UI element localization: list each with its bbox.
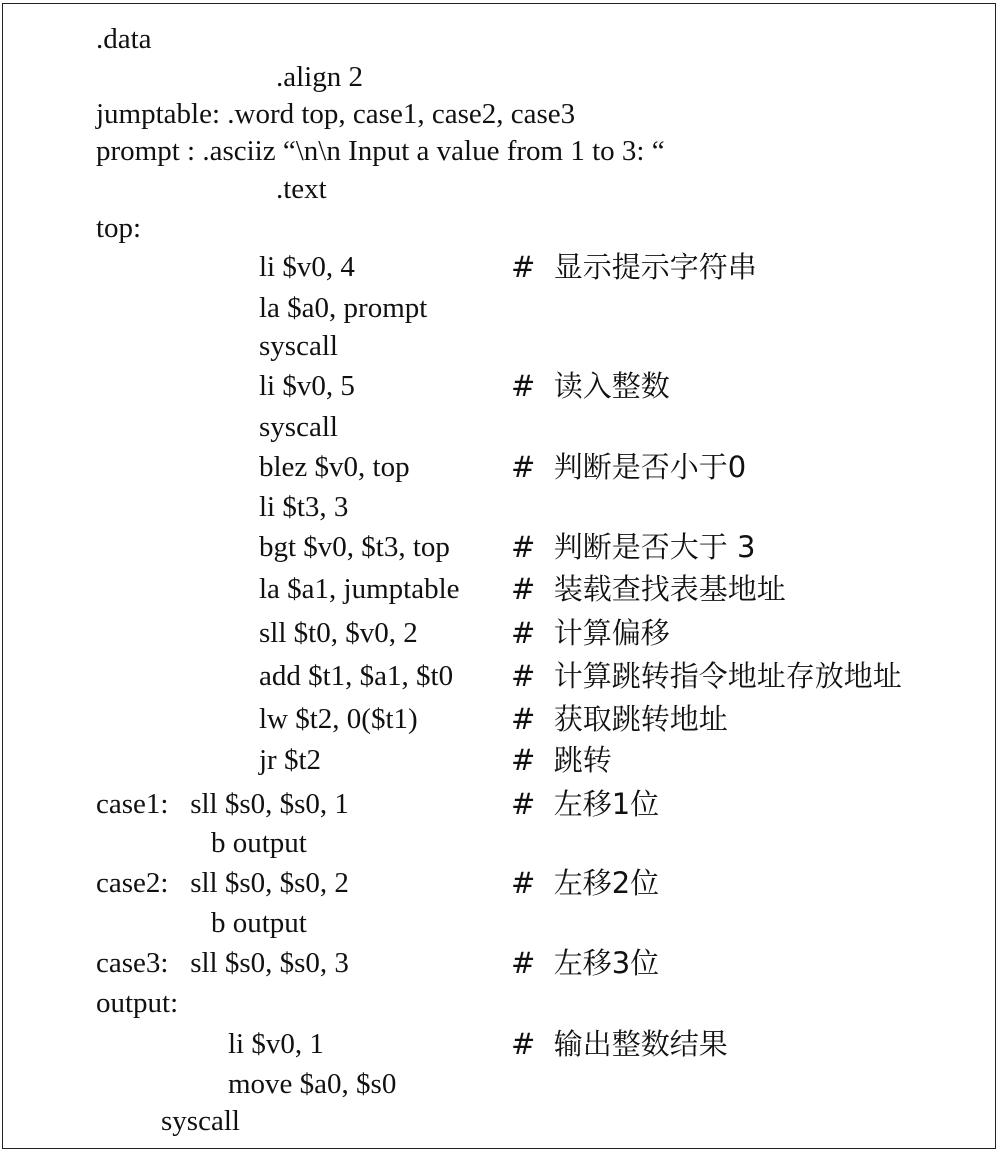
code-line: li $v0, 4 — [259, 251, 355, 283]
code-comment: # 左移1位 — [511, 787, 660, 821]
code-line: add $t1, $a1, $t0 — [259, 660, 454, 692]
code-line: lw $t2, 0($t1) — [259, 703, 418, 735]
code-comment: # 判断是否大于 3 — [511, 530, 756, 564]
code-line: li $t3, 3 — [259, 491, 349, 523]
code-line: jumptable: .word top, case1, case2, case3 — [96, 98, 576, 130]
code-listing-frame — [2, 3, 996, 1149]
code-comment: # 跳转 — [511, 743, 612, 777]
code-comment: # 装载查找表基地址 — [511, 572, 786, 606]
code-line: case1: sll $s0, $s0, 1 — [96, 788, 349, 820]
code-comment: # 计算偏移 — [511, 616, 670, 650]
code-line: case3: sll $s0, $s0, 3 — [96, 947, 349, 979]
code-line: la $a0, prompt — [259, 292, 428, 324]
code-comment: # 左移3位 — [511, 946, 660, 980]
code-line: syscall — [161, 1105, 240, 1137]
code-comment: # 判断是否小于0 — [511, 450, 747, 484]
code-line: case2: sll $s0, $s0, 2 — [96, 867, 349, 899]
code-comment: # 输出整数结果 — [511, 1027, 728, 1061]
code-line: .text — [276, 173, 327, 205]
code-comment: # 读入整数 — [511, 369, 670, 403]
code-line: sll $t0, $v0, 2 — [259, 617, 418, 649]
code-line: top: — [96, 212, 142, 244]
code-comment: # 左移2位 — [511, 866, 660, 900]
code-comment: # 计算跳转指令地址存放地址 — [511, 659, 902, 693]
code-line: li $v0, 1 — [228, 1028, 324, 1060]
code-line: jr $t2 — [259, 744, 322, 776]
code-line: b output — [211, 907, 307, 939]
code-line: syscall — [259, 411, 338, 443]
code-comment: # 显示提示字符串 — [511, 250, 757, 284]
code-comment: # 获取跳转地址 — [511, 702, 728, 736]
code-line: b output — [211, 827, 307, 859]
code-line: move $a0, $s0 — [228, 1068, 397, 1100]
code-line: output: — [96, 987, 179, 1019]
code-line: bgt $v0, $t3, top — [259, 531, 450, 563]
code-line: blez $v0, top — [259, 451, 410, 483]
code-line: syscall — [259, 330, 338, 362]
code-line: prompt : .asciiz “\n\n Input a value from 1 to 3: “ — [96, 135, 665, 167]
code-line: la $a1, jumptable — [259, 573, 460, 605]
code-line: li $v0, 5 — [259, 370, 355, 402]
code-line: .align 2 — [276, 61, 363, 93]
code-line: .data — [96, 23, 152, 55]
